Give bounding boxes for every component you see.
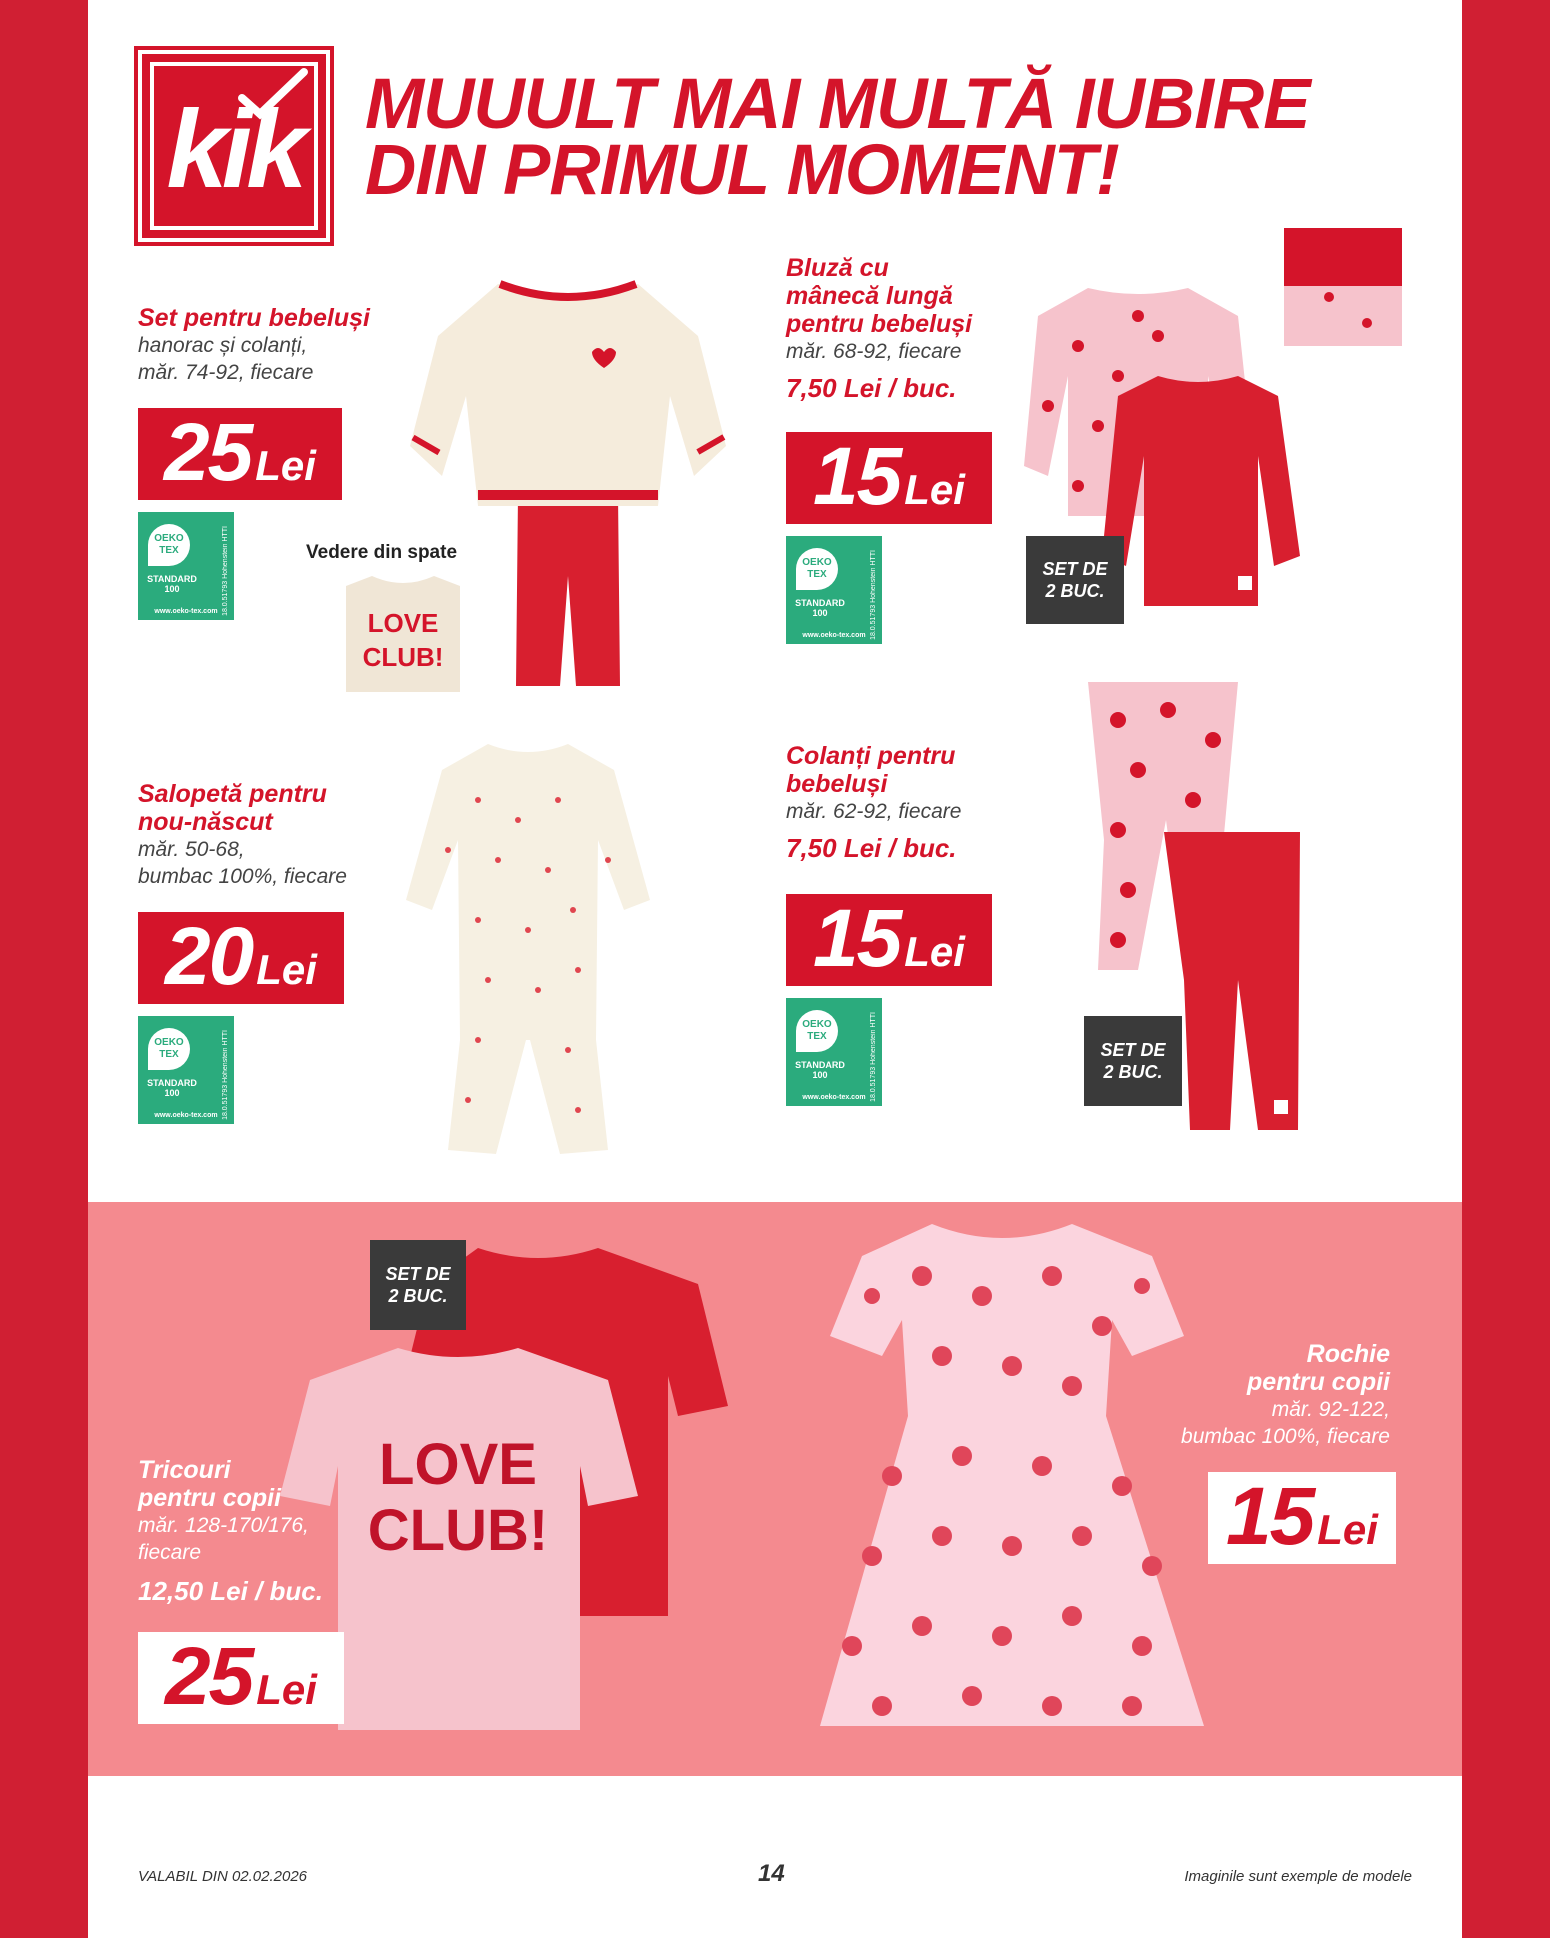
- product-colanti-info: [786, 742, 961, 863]
- price-tag-tricouri: [138, 1632, 344, 1724]
- price-value: 20: [165, 911, 253, 1002]
- baby-set-image: [408, 276, 728, 696]
- oeko-tex-logo-icon: OEKO TEX: [148, 1028, 190, 1070]
- oeko-tex-logo-icon: OEKO TEX: [148, 524, 190, 566]
- kik-logo: [138, 50, 330, 242]
- svg-text:LOVE: LOVE: [379, 1432, 537, 1497]
- product-bluza-info: [786, 254, 972, 403]
- product-rochie-info: [1128, 1340, 1390, 1450]
- price-currency: Lei: [904, 928, 965, 975]
- unit-price: 7,50 Lei / buc.: [786, 833, 957, 863]
- price-value: 25: [165, 1631, 253, 1722]
- price-currency: Lei: [256, 1666, 317, 1713]
- set-badge: SET DE 2 BUC.: [1084, 1016, 1182, 1106]
- oeko-tex-label: OEKO TEX STANDARD 100 18.0.51793 Hohenstein HTTI www.oeko-tex.com: [138, 1016, 234, 1124]
- product-desc: măr. 92-122,: [1271, 1398, 1390, 1421]
- product-title: Set pentru bebeluși: [138, 304, 370, 332]
- price-currency: Lei: [256, 946, 317, 993]
- unit-price: 12,50 Lei / buc.: [138, 1576, 323, 1606]
- oeko-tex-logo-icon: OEKO TEX: [796, 548, 838, 590]
- product-tricouri-info: [138, 1456, 323, 1606]
- product-desc: hanorac și colanți,: [138, 334, 308, 357]
- product-title: pentru copii: [138, 1484, 282, 1512]
- product-desc: măr. 50-68,: [138, 838, 245, 861]
- price-tag-set-bebelusi: [138, 408, 342, 500]
- unit-price: 7,50 Lei / buc.: [786, 373, 957, 403]
- product-title: Rochie: [1306, 1340, 1390, 1368]
- price-value: 15: [813, 893, 901, 984]
- back-view-label: Vedere din spate: [306, 542, 458, 563]
- product-title: mânecă lungă: [786, 282, 953, 310]
- oeko-tex-logo-icon: OEKO TEX: [796, 1010, 838, 1052]
- price-currency: Lei: [904, 466, 965, 513]
- product-title: nou-născut: [138, 808, 273, 836]
- onesie-image: [388, 740, 668, 1170]
- oeko-tex-label: OEKO TEX STANDARD 100 18.0.51793 Hohenstein HTTI www.oeko-tex.com: [786, 998, 882, 1106]
- check-mark-icon: [238, 68, 308, 122]
- page-number: 14: [758, 1860, 785, 1887]
- product-desc: fiecare: [138, 1541, 202, 1564]
- price-value: 15: [1226, 1471, 1314, 1562]
- headline-line1: MUUULT MAI MULTĂ IUBIRE: [365, 65, 1310, 144]
- set-badge: SET DE 2 BUC.: [370, 1240, 466, 1330]
- price-tag-salopeta: [138, 912, 344, 1004]
- price-value: 15: [813, 431, 901, 522]
- price-tag-colanti: [786, 894, 992, 986]
- svg-text:CLUB!: CLUB!: [362, 642, 444, 672]
- product-set-bebelusi-info: [138, 304, 370, 386]
- product-desc: măr. 128-170/176,: [138, 1514, 309, 1537]
- product-title: pentru copii: [1246, 1368, 1390, 1396]
- set-badge: SET DE 2 BUC.: [1026, 536, 1124, 624]
- product-title: Salopetă pentru: [138, 780, 327, 808]
- product-title: Colanți pentru: [786, 742, 956, 770]
- price-tag-bluza: [786, 432, 992, 524]
- logo-text: kik: [166, 88, 302, 211]
- price-tag-rochie: [1208, 1472, 1396, 1564]
- product-desc: măr. 68-92, fiecare: [786, 340, 962, 363]
- svg-text:LOVE: LOVE: [367, 608, 439, 638]
- price-currency: Lei: [255, 442, 316, 489]
- product-title: Tricouri: [138, 1456, 231, 1484]
- svg-text:CLUB!: CLUB!: [367, 1498, 549, 1563]
- oeko-tex-label: OEKO TEX STANDARD 100 18.0.51793 Hohenstein HTTI www.oeko-tex.com: [786, 536, 882, 644]
- product-title: Bluză cu: [786, 254, 889, 282]
- flyer-page: [88, 0, 1462, 1938]
- page-headline: [365, 65, 1445, 210]
- price-value: 25: [164, 407, 252, 498]
- product-title: bebeluși: [786, 770, 888, 798]
- product-title: pentru bebeluși: [786, 310, 973, 338]
- product-desc: măr. 62-92, fiecare: [786, 800, 962, 823]
- product-desc: bumbac 100%, fiecare: [138, 865, 347, 888]
- product-desc: măr. 74-92, fiecare: [138, 361, 314, 384]
- validity-date: VALABIL DIN 02.02.2026: [138, 1868, 308, 1885]
- product-desc: bumbac 100%, fiecare: [1181, 1425, 1390, 1448]
- price-currency: Lei: [1317, 1506, 1378, 1553]
- headline-line2: DIN PRIMUL MOMENT!: [365, 131, 1119, 210]
- dress-image: [812, 1216, 1212, 1746]
- product-salopeta-info: [138, 780, 347, 890]
- disclaimer: Imaginile sunt exemple de modele: [1184, 1868, 1412, 1885]
- oeko-tex-label: OEKO TEX STANDARD 100 18.0.51793 Hohenstein HTTI www.oeko-tex.com: [138, 512, 234, 620]
